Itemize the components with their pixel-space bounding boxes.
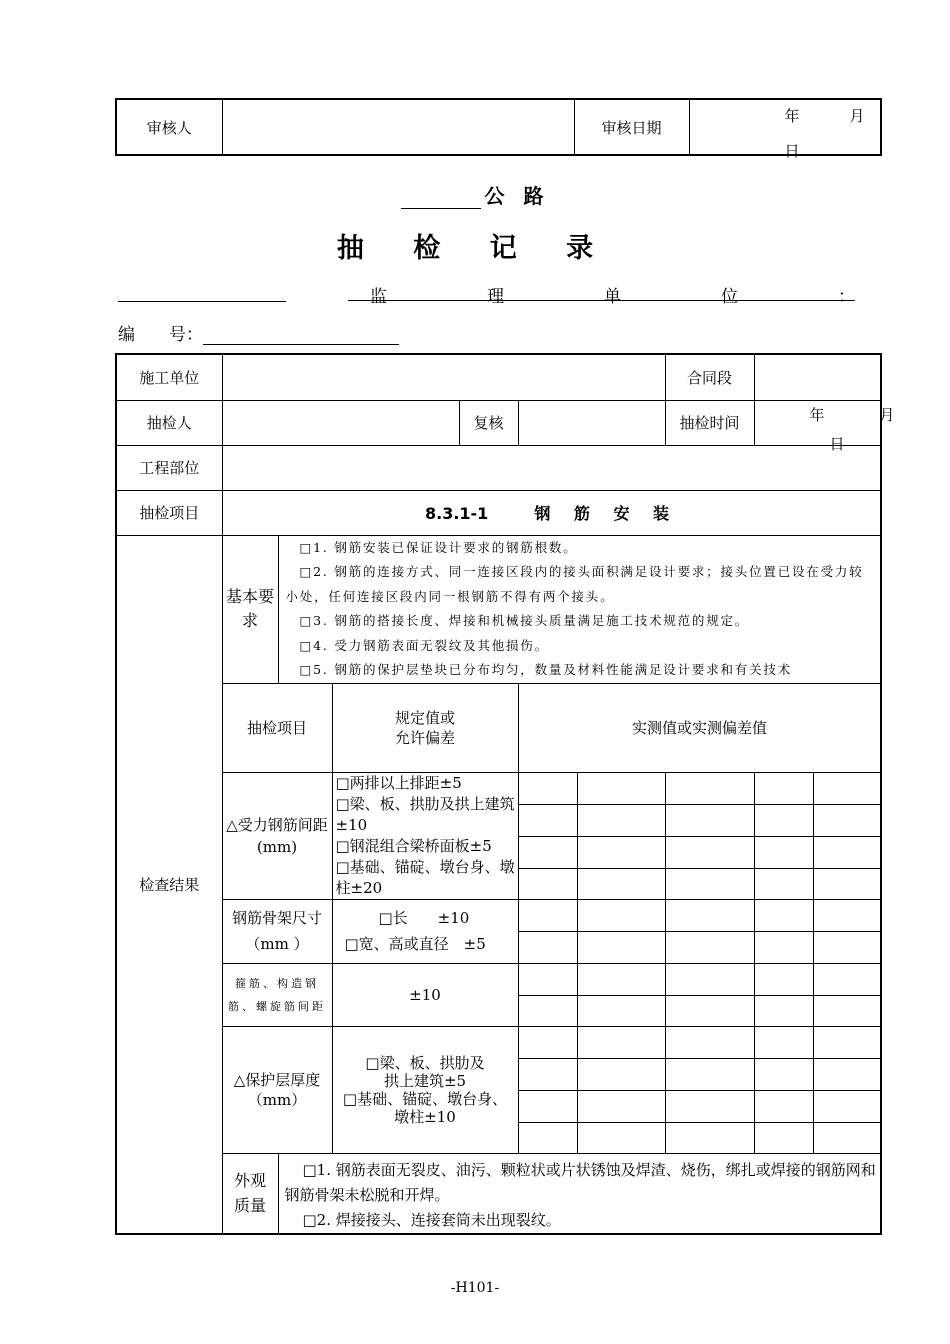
spec-line: □长 ±10 xyxy=(378,909,470,927)
spec-line: □梁、板、拱肋及 xyxy=(365,1053,485,1072)
measured-cell[interactable] xyxy=(665,931,754,963)
road-title xyxy=(0,180,950,209)
measured-cell[interactable] xyxy=(518,1058,577,1090)
measured-cell[interactable] xyxy=(754,995,813,1026)
supervisor-char: 监 xyxy=(370,287,387,307)
measured-cell[interactable] xyxy=(577,963,665,995)
spec-line: □基础、锚碇、墩台身、墩柱±20 xyxy=(335,857,515,897)
road-name-blank[interactable] xyxy=(401,188,481,209)
measured-cell[interactable] xyxy=(813,931,881,963)
supervisor-char: ： xyxy=(838,287,855,307)
inspect-item-label: 抽检项目 xyxy=(116,490,222,535)
measured-cell[interactable] xyxy=(665,772,754,804)
row-skeleton-size-spec xyxy=(332,899,518,963)
measured-cell[interactable] xyxy=(813,1122,881,1153)
row-bar-spacing-name: △受力钢筋间距(mm) xyxy=(222,772,332,899)
supervisor-char: 位 xyxy=(721,287,738,307)
measured-cell[interactable] xyxy=(813,868,881,899)
measured-cell[interactable] xyxy=(754,804,813,836)
basic-req-label: 基本要求 xyxy=(222,535,278,683)
project-part-field[interactable] xyxy=(222,445,881,490)
review-date-label: 审核日期 xyxy=(574,99,689,155)
measured-cell[interactable] xyxy=(518,772,577,804)
appearance-line: □2. 焊接接头、连接套筒未出现裂纹。 xyxy=(302,1210,561,1229)
measured-cell[interactable] xyxy=(665,1122,754,1153)
measured-cell[interactable] xyxy=(518,1090,577,1122)
inspection-table xyxy=(115,353,895,1235)
measured-cell[interactable] xyxy=(813,1090,881,1122)
basic-req-line: □2. 钢筋的连接方式、同一连接区段内的接头面积满足设计要求；接头位置已设在受力较小处，任何连接区段内同一根钢筋不得有两个接头。 xyxy=(285,564,864,604)
basic-req-line: □5. 钢筋的保护层垫块已分布均匀，数量及材料性能满足设计要求和有关技术 xyxy=(299,662,793,677)
measured-cell[interactable] xyxy=(665,1090,754,1122)
spec-line: 墩柱±10 xyxy=(394,1107,456,1126)
review-date-field[interactable] xyxy=(689,99,881,160)
measured-cell[interactable] xyxy=(754,931,813,963)
road-title-text: 公 路 xyxy=(484,184,550,208)
row-stirrup-spacing-spec: ±10 xyxy=(332,963,518,1026)
date-day: 日 xyxy=(829,434,845,453)
serial-blank[interactable] xyxy=(203,324,399,345)
reviewer-label: 审核人 xyxy=(116,99,222,155)
measured-cell[interactable] xyxy=(577,1026,665,1058)
appearance-label: 外观质量 xyxy=(222,1153,278,1234)
item-code: 8.3.1-1 xyxy=(424,504,489,523)
result-label: 检查结果 xyxy=(116,535,222,1234)
col-spec-line: 规定值或 xyxy=(394,708,455,727)
supervisor-line xyxy=(118,282,855,307)
serial-label: 编 号： xyxy=(118,325,203,345)
serial-line xyxy=(118,320,399,345)
measured-cell[interactable] xyxy=(813,899,881,931)
measured-cell[interactable] xyxy=(577,899,665,931)
appearance-line: □1. 钢筋表面无裂皮、油污、颗粒状或片状锈蚀及焊渣、烧伤，绑扎或焊接的钢筋网和钢筋骨架未松脱和开焊。 xyxy=(284,1160,876,1204)
inspect-time-label: 抽检时间 xyxy=(665,400,754,445)
measured-cell[interactable] xyxy=(577,804,665,836)
supervisor-name-blank[interactable] xyxy=(118,282,286,302)
spec-line: 拱上建筑±5 xyxy=(383,1071,467,1090)
measured-cell[interactable] xyxy=(518,995,577,1026)
row-bar-spacing-spec xyxy=(332,772,518,899)
spec-line: □基础、锚碇、墩台身、 xyxy=(342,1089,508,1108)
measured-cell[interactable] xyxy=(577,1090,665,1122)
inspector-label: 抽检人 xyxy=(116,400,222,445)
measured-cell[interactable] xyxy=(665,995,754,1026)
measured-cell[interactable] xyxy=(754,1058,813,1090)
basic-req-line: □3. 钢筋的搭接长度、焊接和机械接头质量满足施工技术规范的规定。 xyxy=(299,613,750,628)
measured-cell[interactable] xyxy=(813,1058,881,1090)
row-cover-thickness-spec xyxy=(332,1026,518,1153)
measured-cell[interactable] xyxy=(518,1026,577,1058)
reviewer-field[interactable] xyxy=(222,99,574,155)
spec-line: □钢混组合梁桥面板±5 xyxy=(335,836,492,855)
basic-requirements xyxy=(278,535,881,683)
measured-cell[interactable] xyxy=(813,836,881,868)
project-part-label: 工程部位 xyxy=(116,445,222,490)
col-header-measured: 实测值或实测偏差值 xyxy=(518,683,881,772)
measured-cell[interactable] xyxy=(813,1026,881,1058)
measured-cell[interactable] xyxy=(754,899,813,931)
measured-cell[interactable] xyxy=(754,1122,813,1153)
measured-cell[interactable] xyxy=(577,931,665,963)
measured-cell[interactable] xyxy=(754,963,813,995)
row-cover-thickness-name: △保护层厚度（mm） xyxy=(222,1026,332,1153)
basic-req-line: □4. 受力钢筋表面无裂纹及其他损伤。 xyxy=(299,637,549,653)
measured-cell[interactable] xyxy=(577,868,665,899)
measured-cell[interactable] xyxy=(813,772,881,804)
measured-cell[interactable] xyxy=(754,772,813,804)
measured-cell[interactable] xyxy=(665,1058,754,1090)
basic-req-line: □1. 钢筋安装已保证设计要求的钢筋根数。 xyxy=(299,539,578,555)
spec-line: □宽、高或直径 ±5 xyxy=(344,935,486,953)
recheck-label: 复核 xyxy=(459,400,518,445)
date-year: 年 xyxy=(784,107,800,125)
inspect-time-field[interactable] xyxy=(754,400,895,453)
measured-cell[interactable] xyxy=(754,836,813,868)
construction-unit-field[interactable] xyxy=(222,354,665,400)
recheck-field[interactable] xyxy=(518,400,665,445)
measured-cell[interactable] xyxy=(754,1090,813,1122)
measured-cell[interactable] xyxy=(813,963,881,995)
inspect-item-title xyxy=(222,490,881,535)
measured-cell[interactable] xyxy=(518,931,577,963)
measured-cell[interactable] xyxy=(518,836,577,868)
row-stirrup-spacing-name: 箍筋、构造钢筋、螺旋筋间距 xyxy=(222,963,332,1026)
document-title: 抽 检 记 录 xyxy=(336,233,614,264)
reviewer-table xyxy=(115,98,882,160)
measured-cell[interactable] xyxy=(518,1122,577,1153)
appearance-requirements xyxy=(278,1153,881,1234)
supervisor-char: 理 xyxy=(487,287,504,307)
measured-cell[interactable] xyxy=(577,995,665,1026)
measured-cell[interactable] xyxy=(754,868,813,899)
inspector-field[interactable] xyxy=(222,400,459,445)
item-name: 钢 筋 安 装 xyxy=(534,504,679,523)
row-skeleton-size-name: 钢筋骨架尺寸（mm ） xyxy=(222,899,332,963)
contract-section-label: 合同段 xyxy=(665,354,754,400)
measured-cell[interactable] xyxy=(577,772,665,804)
measured-cell[interactable] xyxy=(518,963,577,995)
measured-cell[interactable] xyxy=(665,963,754,995)
spec-line: □梁、板、拱肋及拱上建筑±10 xyxy=(335,794,515,834)
page-number: -H101- xyxy=(450,1280,500,1296)
date-year: 年 xyxy=(809,405,825,424)
construction-unit-label: 施工单位 xyxy=(116,354,222,400)
supervisor-char: 单 xyxy=(604,287,621,307)
measured-cell[interactable] xyxy=(665,868,754,899)
measured-cell[interactable] xyxy=(665,899,754,931)
col-spec-line: 允许偏差 xyxy=(394,728,455,747)
measured-cell[interactable] xyxy=(665,804,754,836)
contract-section-field[interactable] xyxy=(754,354,881,400)
col-header-item: 抽检项目 xyxy=(222,683,332,772)
measured-cell[interactable] xyxy=(665,1026,754,1058)
measured-cell[interactable] xyxy=(813,804,881,836)
measured-cell[interactable] xyxy=(518,804,577,836)
measured-cell[interactable] xyxy=(754,1026,813,1058)
measured-cell[interactable] xyxy=(813,995,881,1026)
date-month: 月 xyxy=(849,107,865,125)
measured-cell[interactable] xyxy=(665,836,754,868)
supervisor-label xyxy=(348,282,855,307)
measured-cell[interactable] xyxy=(518,899,577,931)
col-header-spec xyxy=(332,683,518,772)
measured-cell[interactable] xyxy=(577,1058,665,1090)
spec-line: □两排以上排距±5 xyxy=(335,773,462,792)
measured-cell[interactable] xyxy=(577,836,665,868)
date-day: 日 xyxy=(784,142,800,160)
date-month: 月 xyxy=(879,405,895,424)
measured-cell[interactable] xyxy=(577,1122,665,1153)
measured-cell[interactable] xyxy=(518,868,577,899)
